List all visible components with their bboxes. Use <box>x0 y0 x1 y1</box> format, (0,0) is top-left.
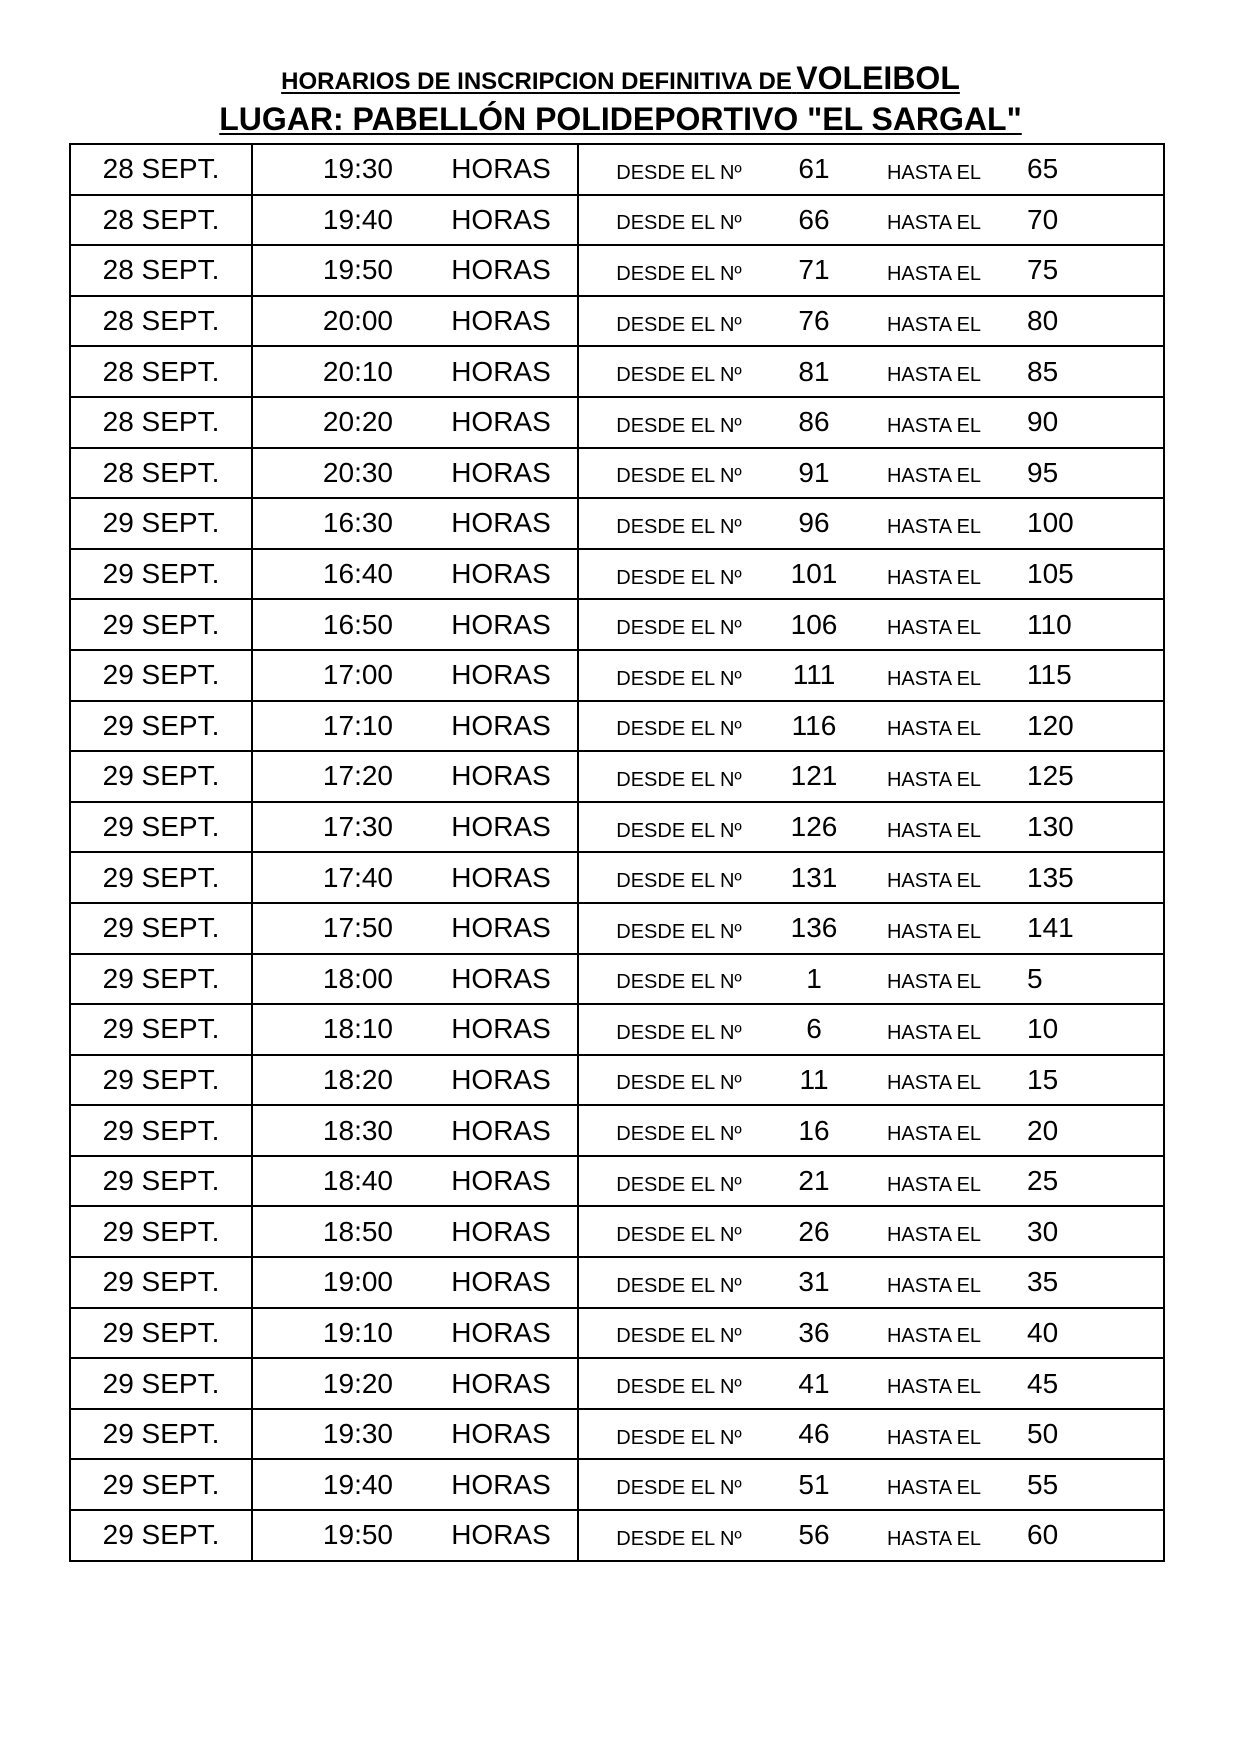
to-label-cell: HASTA EL <box>849 1358 1019 1409</box>
date-cell: 29 SEPT. <box>70 549 252 600</box>
from-number-cell: 21 <box>779 1156 849 1207</box>
to-number-cell: 130 <box>1019 802 1164 853</box>
hours-label-cell: HORAS <box>425 650 578 701</box>
date-cell: 29 SEPT. <box>70 802 252 853</box>
to-number-cell: 50 <box>1019 1409 1164 1460</box>
time-cell: 19:40 <box>252 195 425 246</box>
time-cell: 19:10 <box>252 1308 425 1359</box>
to-number-cell: 45 <box>1019 1358 1164 1409</box>
from-label-cell: DESDE EL Nº <box>578 195 779 246</box>
hours-label-cell: HORAS <box>425 195 578 246</box>
to-label-cell: HASTA EL <box>849 296 1019 347</box>
hours-label-cell: HORAS <box>425 751 578 802</box>
to-number-cell: 70 <box>1019 195 1164 246</box>
to-label-cell: HASTA EL <box>849 751 1019 802</box>
from-number-cell: 86 <box>779 397 849 448</box>
time-cell: 16:50 <box>252 599 425 650</box>
date-cell: 29 SEPT. <box>70 1206 252 1257</box>
to-label-cell: HASTA EL <box>849 1206 1019 1257</box>
to-number-cell: 120 <box>1019 701 1164 752</box>
date-cell: 29 SEPT. <box>70 498 252 549</box>
to-label-cell: HASTA EL <box>849 1257 1019 1308</box>
hours-label-cell: HORAS <box>425 852 578 903</box>
to-number-cell: 105 <box>1019 549 1164 600</box>
to-label-cell: HASTA EL <box>849 1459 1019 1510</box>
table-row <box>70 650 1164 701</box>
time-cell: 17:40 <box>252 852 425 903</box>
to-label-cell: HASTA EL <box>849 1510 1019 1561</box>
date-cell: 28 SEPT. <box>70 296 252 347</box>
hours-label-cell: HORAS <box>425 397 578 448</box>
table-row <box>70 1459 1164 1510</box>
hours-label-cell: HORAS <box>425 1105 578 1156</box>
to-number-cell: 90 <box>1019 397 1164 448</box>
table-row <box>70 346 1164 397</box>
hours-label-cell: HORAS <box>425 954 578 1005</box>
from-label-cell: DESDE EL Nº <box>578 954 779 1005</box>
date-cell: 29 SEPT. <box>70 1308 252 1359</box>
from-number-cell: 116 <box>779 701 849 752</box>
to-label-cell: HASTA EL <box>849 245 1019 296</box>
date-cell: 29 SEPT. <box>70 1055 252 1106</box>
hours-label-cell: HORAS <box>425 498 578 549</box>
date-cell: 28 SEPT. <box>70 397 252 448</box>
hours-label-cell: HORAS <box>425 701 578 752</box>
table-row <box>70 195 1164 246</box>
to-number-cell: 100 <box>1019 498 1164 549</box>
table-row <box>70 751 1164 802</box>
date-cell: 28 SEPT. <box>70 245 252 296</box>
date-cell: 29 SEPT. <box>70 954 252 1005</box>
time-cell: 19:40 <box>252 1459 425 1510</box>
table-row <box>70 245 1164 296</box>
date-cell: 29 SEPT. <box>70 1257 252 1308</box>
time-cell: 19:20 <box>252 1358 425 1409</box>
table-row <box>70 448 1164 499</box>
table-row <box>70 1156 1164 1207</box>
date-cell: 29 SEPT. <box>70 1156 252 1207</box>
time-cell: 16:30 <box>252 498 425 549</box>
to-number-cell: 35 <box>1019 1257 1164 1308</box>
from-number-cell: 6 <box>779 1004 849 1055</box>
table-row <box>70 549 1164 600</box>
from-number-cell: 76 <box>779 296 849 347</box>
time-cell: 18:00 <box>252 954 425 1005</box>
to-label-cell: HASTA EL <box>849 903 1019 954</box>
to-number-cell: 80 <box>1019 296 1164 347</box>
from-number-cell: 136 <box>779 903 849 954</box>
time-cell: 19:50 <box>252 1510 425 1561</box>
to-label-cell: HASTA EL <box>849 397 1019 448</box>
document-title <box>0 60 1241 97</box>
hours-label-cell: HORAS <box>425 1510 578 1561</box>
table-row <box>70 1105 1164 1156</box>
title-sport: VOLEIBOL <box>796 60 960 96</box>
time-cell: 20:00 <box>252 296 425 347</box>
time-cell: 18:30 <box>252 1105 425 1156</box>
from-label-cell: DESDE EL Nº <box>578 1459 779 1510</box>
from-label-cell: DESDE EL Nº <box>578 1156 779 1207</box>
from-number-cell: 91 <box>779 448 849 499</box>
date-cell: 29 SEPT. <box>70 650 252 701</box>
time-cell: 16:40 <box>252 549 425 600</box>
from-label-cell: DESDE EL Nº <box>578 296 779 347</box>
time-cell: 19:50 <box>252 245 425 296</box>
from-label-cell: DESDE EL Nº <box>578 1308 779 1359</box>
hours-label-cell: HORAS <box>425 599 578 650</box>
from-label-cell: DESDE EL Nº <box>578 650 779 701</box>
to-label-cell: HASTA EL <box>849 802 1019 853</box>
time-cell: 20:10 <box>252 346 425 397</box>
from-label-cell: DESDE EL Nº <box>578 802 779 853</box>
from-number-cell: 56 <box>779 1510 849 1561</box>
to-label-cell: HASTA EL <box>849 195 1019 246</box>
date-cell: 29 SEPT. <box>70 1358 252 1409</box>
to-number-cell: 5 <box>1019 954 1164 1005</box>
from-label-cell: DESDE EL Nº <box>578 498 779 549</box>
from-number-cell: 66 <box>779 195 849 246</box>
to-label-cell: HASTA EL <box>849 346 1019 397</box>
to-number-cell: 25 <box>1019 1156 1164 1207</box>
to-number-cell: 141 <box>1019 903 1164 954</box>
table-row <box>70 1055 1164 1106</box>
to-number-cell: 10 <box>1019 1004 1164 1055</box>
from-label-cell: DESDE EL Nº <box>578 751 779 802</box>
hours-label-cell: HORAS <box>425 448 578 499</box>
table-row <box>70 1004 1164 1055</box>
to-label-cell: HASTA EL <box>849 1004 1019 1055</box>
hours-label-cell: HORAS <box>425 245 578 296</box>
from-number-cell: 111 <box>779 650 849 701</box>
from-label-cell: DESDE EL Nº <box>578 1358 779 1409</box>
table-row <box>70 802 1164 853</box>
to-number-cell: 65 <box>1019 144 1164 195</box>
table-row <box>70 144 1164 195</box>
hours-label-cell: HORAS <box>425 296 578 347</box>
to-number-cell: 135 <box>1019 852 1164 903</box>
to-label-cell: HASTA EL <box>849 1105 1019 1156</box>
from-label-cell: DESDE EL Nº <box>578 1409 779 1460</box>
date-cell: 29 SEPT. <box>70 751 252 802</box>
to-label-cell: HASTA EL <box>849 1308 1019 1359</box>
table-row <box>70 1358 1164 1409</box>
to-label-cell: HASTA EL <box>849 549 1019 600</box>
from-number-cell: 46 <box>779 1409 849 1460</box>
table-row <box>70 397 1164 448</box>
to-label-cell: HASTA EL <box>849 1156 1019 1207</box>
table-row <box>70 1510 1164 1561</box>
table-row <box>70 701 1164 752</box>
hours-label-cell: HORAS <box>425 802 578 853</box>
hours-label-cell: HORAS <box>425 346 578 397</box>
time-cell: 19:30 <box>252 1409 425 1460</box>
to-number-cell: 40 <box>1019 1308 1164 1359</box>
hours-label-cell: HORAS <box>425 1409 578 1460</box>
from-number-cell: 81 <box>779 346 849 397</box>
from-number-cell: 96 <box>779 498 849 549</box>
from-number-cell: 101 <box>779 549 849 600</box>
from-label-cell: DESDE EL Nº <box>578 549 779 600</box>
table-row <box>70 852 1164 903</box>
date-cell: 29 SEPT. <box>70 1510 252 1561</box>
hours-label-cell: HORAS <box>425 1358 578 1409</box>
from-label-cell: DESDE EL Nº <box>578 1510 779 1561</box>
from-number-cell: 121 <box>779 751 849 802</box>
from-label-cell: DESDE EL Nº <box>578 448 779 499</box>
date-cell: 28 SEPT. <box>70 144 252 195</box>
hours-label-cell: HORAS <box>425 1206 578 1257</box>
date-cell: 29 SEPT. <box>70 1004 252 1055</box>
from-label-cell: DESDE EL Nº <box>578 903 779 954</box>
schedule-table-body <box>70 144 1164 1561</box>
date-cell: 29 SEPT. <box>70 599 252 650</box>
date-cell: 28 SEPT. <box>70 195 252 246</box>
from-label-cell: DESDE EL Nº <box>578 1257 779 1308</box>
table-row <box>70 954 1164 1005</box>
date-cell: 29 SEPT. <box>70 903 252 954</box>
table-row <box>70 599 1164 650</box>
from-number-cell: 126 <box>779 802 849 853</box>
to-label-cell: HASTA EL <box>849 954 1019 1005</box>
table-row <box>70 498 1164 549</box>
date-cell: 29 SEPT. <box>70 1409 252 1460</box>
title-prefix: HORARIOS DE INSCRIPCION DEFINITIVA DE <box>281 68 792 95</box>
table-row <box>70 1206 1164 1257</box>
to-label-cell: HASTA EL <box>849 650 1019 701</box>
to-number-cell: 55 <box>1019 1459 1164 1510</box>
hours-label-cell: HORAS <box>425 1308 578 1359</box>
date-cell: 29 SEPT. <box>70 701 252 752</box>
to-label-cell: HASTA EL <box>849 144 1019 195</box>
from-label-cell: DESDE EL Nº <box>578 1206 779 1257</box>
from-number-cell: 36 <box>779 1308 849 1359</box>
table-row <box>70 903 1164 954</box>
hours-label-cell: HORAS <box>425 903 578 954</box>
to-number-cell: 115 <box>1019 650 1164 701</box>
table-row <box>70 296 1164 347</box>
time-cell: 18:40 <box>252 1156 425 1207</box>
from-number-cell: 61 <box>779 144 849 195</box>
to-number-cell: 15 <box>1019 1055 1164 1106</box>
to-label-cell: HASTA EL <box>849 701 1019 752</box>
date-cell: 28 SEPT. <box>70 346 252 397</box>
table-row <box>70 1308 1164 1359</box>
to-number-cell: 95 <box>1019 448 1164 499</box>
from-number-cell: 106 <box>779 599 849 650</box>
time-cell: 19:00 <box>252 1257 425 1308</box>
from-number-cell: 51 <box>779 1459 849 1510</box>
from-label-cell: DESDE EL Nº <box>578 852 779 903</box>
to-number-cell: 60 <box>1019 1510 1164 1561</box>
from-number-cell: 41 <box>779 1358 849 1409</box>
schedule-table <box>69 143 1165 1562</box>
to-number-cell: 125 <box>1019 751 1164 802</box>
time-cell: 20:20 <box>252 397 425 448</box>
time-cell: 19:30 <box>252 144 425 195</box>
hours-label-cell: HORAS <box>425 1257 578 1308</box>
from-label-cell: DESDE EL Nº <box>578 1055 779 1106</box>
from-label-cell: DESDE EL Nº <box>578 701 779 752</box>
from-label-cell: DESDE EL Nº <box>578 1105 779 1156</box>
from-number-cell: 31 <box>779 1257 849 1308</box>
from-number-cell: 11 <box>779 1055 849 1106</box>
date-cell: 29 SEPT. <box>70 1105 252 1156</box>
from-label-cell: DESDE EL Nº <box>578 144 779 195</box>
time-cell: 17:10 <box>252 701 425 752</box>
to-number-cell: 110 <box>1019 599 1164 650</box>
time-cell: 17:30 <box>252 802 425 853</box>
time-cell: 17:50 <box>252 903 425 954</box>
to-label-cell: HASTA EL <box>849 498 1019 549</box>
to-number-cell: 20 <box>1019 1105 1164 1156</box>
from-label-cell: DESDE EL Nº <box>578 245 779 296</box>
from-label-cell: DESDE EL Nº <box>578 1004 779 1055</box>
time-cell: 17:20 <box>252 751 425 802</box>
time-cell: 17:00 <box>252 650 425 701</box>
from-number-cell: 16 <box>779 1105 849 1156</box>
from-label-cell: DESDE EL Nº <box>578 346 779 397</box>
from-label-cell: DESDE EL Nº <box>578 397 779 448</box>
time-cell: 20:30 <box>252 448 425 499</box>
from-number-cell: 1 <box>779 954 849 1005</box>
to-label-cell: HASTA EL <box>849 599 1019 650</box>
from-number-cell: 26 <box>779 1206 849 1257</box>
to-number-cell: 30 <box>1019 1206 1164 1257</box>
hours-label-cell: HORAS <box>425 1004 578 1055</box>
date-cell: 29 SEPT. <box>70 852 252 903</box>
to-label-cell: HASTA EL <box>849 1409 1019 1460</box>
date-cell: 29 SEPT. <box>70 1459 252 1510</box>
time-cell: 18:10 <box>252 1004 425 1055</box>
date-cell: 28 SEPT. <box>70 448 252 499</box>
from-number-cell: 131 <box>779 852 849 903</box>
to-label-cell: HASTA EL <box>849 448 1019 499</box>
to-number-cell: 85 <box>1019 346 1164 397</box>
hours-label-cell: HORAS <box>425 549 578 600</box>
time-cell: 18:50 <box>252 1206 425 1257</box>
from-number-cell: 71 <box>779 245 849 296</box>
to-label-cell: HASTA EL <box>849 1055 1019 1106</box>
table-row <box>70 1257 1164 1308</box>
hours-label-cell: HORAS <box>425 1055 578 1106</box>
location-heading: LUGAR: PABELLÓN POLIDEPORTIVO "EL SARGAL" <box>219 101 1022 137</box>
hours-label-cell: HORAS <box>425 1459 578 1510</box>
table-row <box>70 1409 1164 1460</box>
to-number-cell: 75 <box>1019 245 1164 296</box>
time-cell: 18:20 <box>252 1055 425 1106</box>
from-label-cell: DESDE EL Nº <box>578 599 779 650</box>
hours-label-cell: HORAS <box>425 1156 578 1207</box>
to-label-cell: HASTA EL <box>849 852 1019 903</box>
hours-label-cell: HORAS <box>425 144 578 195</box>
